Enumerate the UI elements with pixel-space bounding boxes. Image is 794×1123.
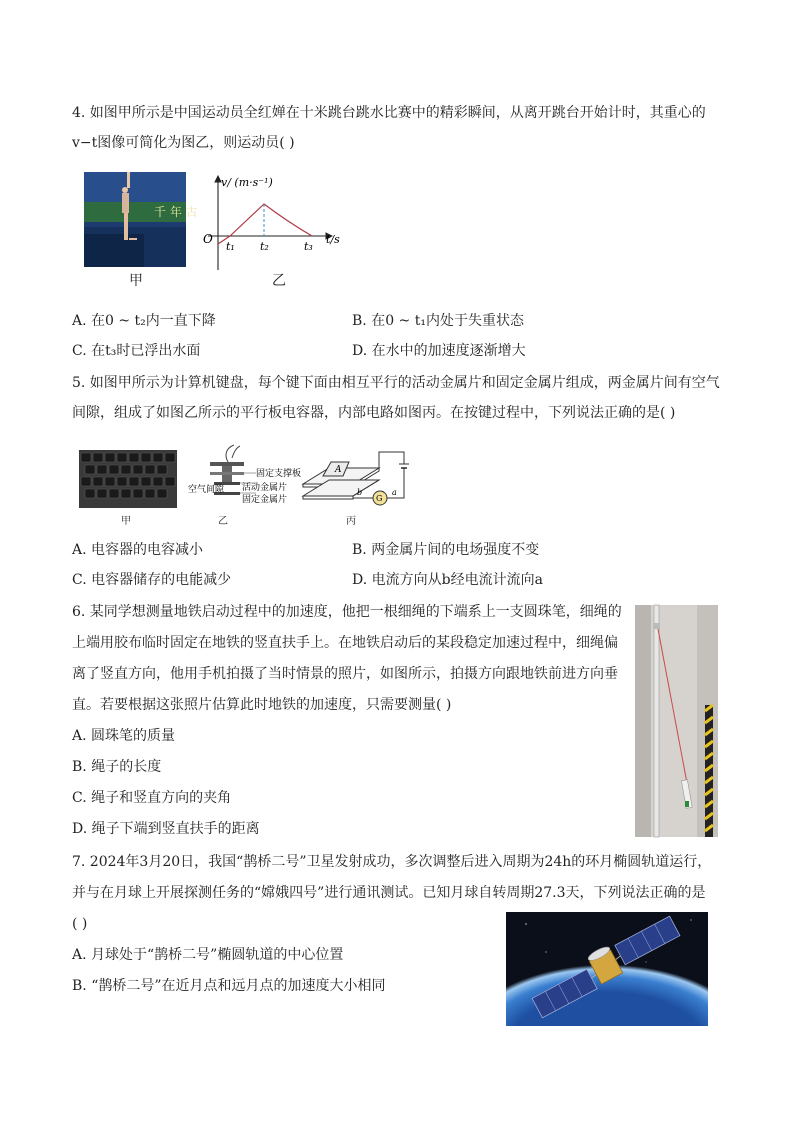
label-a: a xyxy=(392,488,397,497)
label-key-A: A xyxy=(335,465,342,475)
q6-stem-line2: 上端用胶布临时固定在地铁的竖直扶手上。在地铁启动后的某段稳定加速过程中，细绳偏 xyxy=(72,635,618,651)
q5-stem-line2: 间隙，组成了如图乙所示的平行板电容器，内部电路如图丙。在按键过程中，下列说法正确的是( ) xyxy=(72,405,676,421)
label-air-gap: 空气间隙 xyxy=(188,485,225,495)
subway-photo xyxy=(635,605,718,837)
q6-stem-line4: 直。若要根据这张照片估算此时地铁的加速度，只需要测量( ) xyxy=(72,697,452,713)
q6-option-b[interactable]: B. 绳子的长度 xyxy=(72,759,162,775)
q5-fig-jia-caption: 甲 xyxy=(121,516,131,527)
q5-fig-bing-caption: 丙 xyxy=(346,516,356,527)
q6-stem-line3: 离了竖直方向，他用手机拍摄了当时情景的照片，如图所示，拍摄方向跟地铁前进方向垂 xyxy=(72,666,618,682)
q5-option-b[interactable]: B. 两金属片间的电场强度不变 xyxy=(352,542,540,558)
graph-t3: t₃ xyxy=(304,240,313,253)
graph-xlabel: t/s xyxy=(326,233,340,246)
q4-fig-yi-caption: 乙 xyxy=(272,273,286,289)
graph-ylabel: v/ (m·s⁻¹) xyxy=(221,176,273,189)
q4-option-b[interactable]: B. 在0 ~ t₁内处于失重状态 xyxy=(352,313,524,329)
q4-stem-line1: 4. 如图甲所示是中国运动员全红婵在十米跳台跳水比赛中的精彩瞬间，从离开跳台开始计时，其重心的 xyxy=(72,105,706,121)
q5-option-a[interactable]: A. 电容器的电容减小 xyxy=(72,542,204,558)
q5-option-d[interactable]: D. 电流方向从b经电流计流向a xyxy=(352,572,543,588)
circuit-diagram xyxy=(299,440,414,510)
q6-option-a[interactable]: A. 圆珠笔的质量 xyxy=(72,728,176,744)
label-galvanometer: G xyxy=(376,494,383,503)
label-moving-plate: 活动金属片 xyxy=(242,483,288,493)
q4-option-c[interactable]: C. 在t₃时已浮出水面 xyxy=(72,343,201,359)
q5-fig-yi-caption: 乙 xyxy=(218,516,228,527)
label-b: b xyxy=(357,488,363,497)
keyboard-photo xyxy=(79,450,177,508)
photo-banner-text: 千 年 古 xyxy=(154,205,198,219)
q4-option-d[interactable]: D. 在水中的加速度逐渐增大 xyxy=(352,343,526,359)
q4-fig-jia-caption: 甲 xyxy=(129,273,143,289)
q6-option-d[interactable]: D. 绳子下端到竖直扶手的距离 xyxy=(72,821,260,837)
key-capacitor-diagram xyxy=(186,440,302,510)
graph-t1: t₁ xyxy=(226,240,235,253)
diver-photo xyxy=(84,172,198,267)
q7-option-a[interactable]: A. 月球处于“鹊桥二号”椭圆轨道的中心位置 xyxy=(72,947,344,963)
q7-stem-line3: ( ) xyxy=(72,916,88,932)
q7-stem-line1: 7. 2024年3月20日，我国“鹊桥二号”卫星发射成功，多次调整后进入周期为24h的环月椭圆轨道运行， xyxy=(72,854,712,870)
q7-option-b[interactable]: B. “鹊桥二号”在近月点和远月点的加速度大小相同 xyxy=(72,978,386,994)
q7-stem-line2: 并与在月球上开展探测任务的“嫦娥四号”进行通讯测试。已知月球自转周期27.3天，下列说法正确的是 xyxy=(72,885,706,901)
q5-stem-line1: 5. 如图甲所示为计算机键盘，每个键下面由相互平行的活动金属片和固定金属片组成，两金属片间有空气 xyxy=(72,375,720,391)
q4-option-a[interactable]: A. 在0 ~ t₂内一直下降 xyxy=(72,313,216,329)
q6-option-c[interactable]: C. 绳子和竖直方向的夹角 xyxy=(72,790,232,806)
satellite-photo xyxy=(506,912,708,1026)
q4-stem-line2: v−t图像可简化为图乙，则运动员( ) xyxy=(72,135,295,151)
label-fixed-plate: 固定金属片 xyxy=(242,495,288,505)
label-support-plate: 固定支撑板 xyxy=(256,469,302,479)
q5-option-c[interactable]: C. 电容器储存的电能减少 xyxy=(72,572,232,588)
vt-graph xyxy=(200,170,350,272)
graph-t2: t₂ xyxy=(260,240,269,253)
q6-stem-line1: 6. 某同学想测量地铁启动过程中的加速度，他把一根细绳的下端系上一支圆珠笔，细绳的 xyxy=(72,604,622,620)
graph-origin: O xyxy=(203,232,213,246)
